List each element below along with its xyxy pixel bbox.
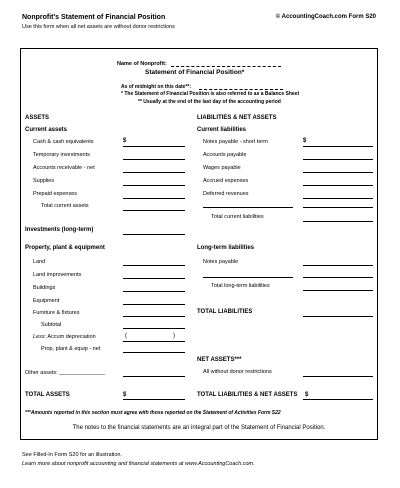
footnote: ***Amounts reported in this section must agree with those reported on the Statement of Activities Form S22 <box>25 410 281 416</box>
notes-payable-field[interactable] <box>303 265 373 266</box>
other-assets-label: Other assets: _______________ <box>25 370 106 376</box>
equipment-label: Equipment <box>33 298 60 304</box>
paren-close: ) <box>173 333 175 339</box>
land-field[interactable] <box>123 265 185 266</box>
notes-short-label: Notes payable - short term <box>203 139 268 145</box>
note-1: * The Statement of Financial Position is also referred to as a Balance Sheet <box>121 91 300 97</box>
ap-label: Accounts payable <box>203 152 247 158</box>
form-id: © AccountingCoach.com Form S20 <box>275 14 376 20</box>
extra-long-term-field[interactable] <box>303 277 373 278</box>
other-assets-field[interactable] <box>123 376 185 377</box>
name-label: Name of Nonprofit: <box>117 61 167 67</box>
extra-long-term-line[interactable] <box>203 277 293 278</box>
total-current-liabilities-field[interactable] <box>303 221 373 222</box>
wages-field[interactable] <box>303 172 373 173</box>
total-liabilities-field[interactable] <box>303 316 373 317</box>
notes-payable-label: Notes payable <box>203 259 239 265</box>
ar-field[interactable] <box>123 172 185 173</box>
total-current-liabilities-label: Total current liabilities <box>211 214 264 220</box>
ppe-net-label: Prop, plant & equip - net <box>41 346 101 352</box>
buildings-field[interactable] <box>123 291 185 292</box>
buildings-label: Buildings <box>33 285 56 291</box>
accum-label: Accum depreciation <box>46 334 96 340</box>
temp-investments-field[interactable] <box>123 159 185 160</box>
accrued-label: Accrued expenses <box>203 178 249 184</box>
net-assets-heading: NET ASSETS*** <box>197 357 242 363</box>
paren-open: ( <box>125 333 127 339</box>
less-label: Less: <box>33 334 47 340</box>
deferred-label: Deferred revenues <box>203 191 249 197</box>
statement-title: Statement of Financial Position* <box>145 69 245 76</box>
supplies-label: Supplies <box>33 178 55 184</box>
total-assets-label: TOTAL ASSETS <box>25 392 70 398</box>
accrued-field[interactable] <box>303 185 373 186</box>
investments-label: Investments (long-term) <box>25 227 94 233</box>
furniture-label: Furniture & fixtures <box>33 310 80 316</box>
ar-label: Accounts receivable - net <box>33 165 95 171</box>
investments-field[interactable] <box>123 234 185 235</box>
footer-illustration: See Filled-In Form S20 for an illustration. <box>22 452 122 458</box>
without-donor-field[interactable] <box>303 376 373 377</box>
liabilities-heading: LIABILITIES & NET ASSETS <box>197 115 277 121</box>
assets-heading: ASSETS <box>25 115 50 121</box>
extra-liability-field[interactable] <box>303 207 373 208</box>
note-2: ** Usually at the end of the last day of the accounting period <box>138 99 281 105</box>
dollar-sign: $ <box>123 138 127 144</box>
ppe-net-field[interactable] <box>123 352 185 353</box>
equipment-field[interactable] <box>123 304 185 305</box>
land-label: Land <box>33 259 46 265</box>
land-improvements-label: Land improvements <box>33 272 82 278</box>
cash-field[interactable] <box>123 146 185 147</box>
total-current-assets-label: Total current assets <box>41 203 89 209</box>
ppe-heading: Property, plant & equipment <box>25 245 105 251</box>
accum-depreciation-label <box>33 334 96 340</box>
total-current-assets-field[interactable] <box>123 210 185 211</box>
ap-field[interactable] <box>303 159 373 160</box>
long-term-heading: Long-term liabilities <box>197 245 255 251</box>
prepaid-field[interactable] <box>123 198 185 199</box>
total-liab-net-label: TOTAL LIABILITIES & NET ASSETS <box>197 392 298 398</box>
extra-liability-line[interactable] <box>203 207 293 208</box>
land-improvements-field[interactable] <box>123 278 185 279</box>
midnight-label: As of midnight on this date**: <box>121 84 191 90</box>
deferred-field[interactable] <box>303 198 373 199</box>
dollar-sign: $ <box>305 392 309 398</box>
without-donor-label: All without donor restrictions <box>203 369 272 375</box>
current-liabilities-heading: Current liabilities <box>197 127 247 133</box>
subtotal-label: Subtotal <box>41 322 62 328</box>
furniture-field[interactable] <box>123 316 185 317</box>
current-assets-heading: Current assets <box>25 127 68 133</box>
page-title: Nonprofit's Statement of Financial Position <box>22 14 166 21</box>
total-long-term-label: Total long-term liabilities <box>211 283 270 289</box>
cash-label: Cash & cash equivalents <box>33 139 94 145</box>
temp-investments-label: Temporary investments <box>33 152 90 158</box>
dollar-sign: $ <box>303 138 307 144</box>
date-field[interactable] <box>199 89 283 90</box>
total-liabilities-label: TOTAL LIABILITIES <box>197 309 253 315</box>
total-assets-field[interactable] <box>123 399 185 400</box>
notes-short-field[interactable] <box>303 146 373 147</box>
statement-form <box>20 48 378 440</box>
name-field[interactable] <box>171 66 281 67</box>
total-liab-net-field[interactable] <box>303 399 373 400</box>
page-subtitle: Use this form when all net assets are without donor restrictions <box>22 24 175 30</box>
integral-note: The notes to the financial statements are an integral part of the Statement of Financial Position. <box>72 425 326 431</box>
footer-learn-more: Learn more about nonprofit accounting and financial statements at www.AccountingCoach.com. <box>22 461 255 467</box>
total-long-term-field[interactable] <box>303 290 373 291</box>
accum-depreciation-field[interactable] <box>123 341 185 342</box>
subtotal-field[interactable] <box>123 328 185 329</box>
wages-label: Wages payable <box>203 165 241 171</box>
supplies-field[interactable] <box>123 185 185 186</box>
dollar-sign: $ <box>123 392 127 398</box>
prepaid-label: Prepaid expenses <box>33 191 78 197</box>
